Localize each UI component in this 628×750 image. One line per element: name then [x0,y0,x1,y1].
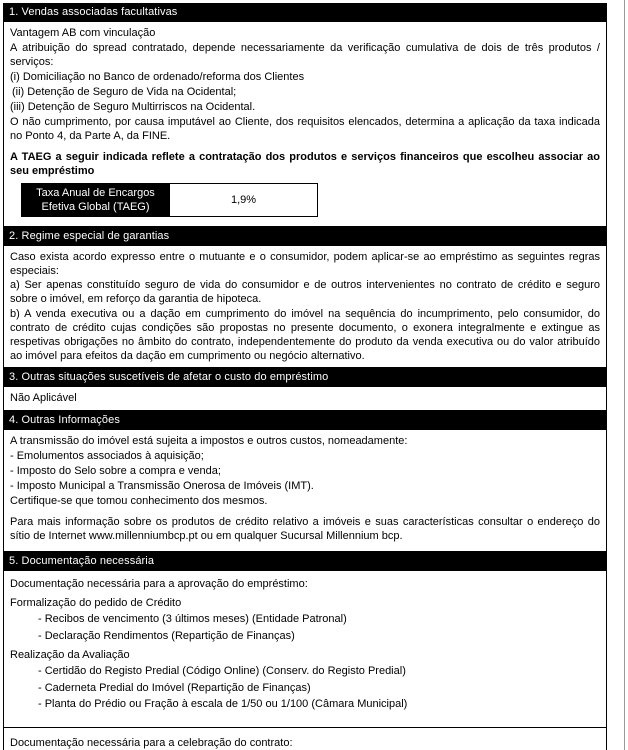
section-3-header [3,368,607,387]
paragraph-advantage: Vantagem AB com vinculação [10,27,156,39]
list-item-cost-3: - Imposto Municipal a Transmissão Onerosa de Imóveis (IMT). [10,480,314,492]
list-item-cost-2: - Imposto do Selo sobre a compra e venda; [10,465,221,477]
list-item-cost-1: - Emolumentos associados à aquisição; [10,450,204,462]
section-5-approval-body [3,571,607,728]
list-item-iii: (iii) Detenção de Seguro Multirriscos na Ocidental. [10,101,256,113]
section-2-body [3,246,607,368]
list-item-ii: (ii) Detenção de Seguro de Vida na Ocidental; [12,86,237,98]
paragraph-certify-notice: Certifique-se que tomou conhecimento dos mesmos. [10,495,268,507]
section-1-header [3,3,607,22]
paragraph-rule-b: b) A venda executiva ou a dação em cumprimento do imóvel na sequência do incumprimento, pelo consumidor, do contrato de crédito cujas condições são propostas no presente documento, o exonera integralmente e extingue as respetivas obrigações no âmbito do contrato, independentemente do produto da venda executiva ou do valor atribuído ao imóvel para efeitos da dação em cumprimento ou negócio alternativo. [10,307,600,362]
page-edge-line [624,0,625,750]
taeg-table-row [22,184,318,217]
section-4-title: 4. Outras Informações [9,414,120,426]
paragraph-approval-intro: Documentação necessária para a aprovação do empréstimo: [10,577,308,590]
section-5-header [3,552,607,571]
group-title-valuation: Realização da Avaliação [10,648,130,661]
section-3-title: 3. Outras situações suscetíveis de afetar o custo do empréstimo [9,371,329,383]
doc-item-building-plan: - Planta do Prédio ou Fração à escala de 1/50 ou 1/100 (Câmara Municipal) [38,698,408,710]
paragraph-taeg-notice: A TAEG a seguir indicada reflete a contratação dos produtos e serviços financeiros que escolheu associar ao seu empréstimo [10,151,600,177]
section-2-title: 2. Regime especial de garantias [9,230,170,242]
taeg-value-cell: 1,9% [170,184,318,217]
paragraph-spread-condition: A atribuição do spread contratado, depende necessariamente da verificação cumulativa de dois de três produtos / serviços: [10,42,600,68]
taeg-label-cell: Taxa Anual de Encargos Efetiva Global (TAEG) [22,184,170,217]
doc-item-property-tax-booklet: - Caderneta Predial do Imóvel (Repartição de Finanças) [38,681,311,694]
section-5-contract-body [3,728,607,750]
doc-item-land-registry-certificate: - Certidão do Registo Predial (Código Online) (Conserv. do Registo Predial) [38,665,406,677]
section-4-header [3,411,607,430]
list-item-i: (i) Domiciliação no Banco de ordenado/reforma dos Clientes [10,71,305,83]
group-title-credit-request: Formalização do pedido de Crédito [10,596,182,609]
paragraph-taxes-intro: A transmissão do imóvel está sujeita a impostos e outros custos, nomeadamente: [10,435,408,447]
taeg-table [21,183,318,217]
section-2-header [3,227,607,246]
paragraph-not-applicable: Não Aplicável [10,392,77,404]
doc-item-pay-slips: - Recibos de vencimento (3 últimos meses) (Entidade Patronal) [38,613,347,625]
paragraph-more-info: Para mais informação sobre os produtos de crédito relativo a imóveis e suas características consultar o endereço do sítio de Internet www.millenniumbcp.pt ou em qualquer Sucursal Millennium bcp. [10,516,600,542]
paragraph-rule-a: a) Ser apenas constituído seguro de vida do consumidor e de outros intervenientes no contrato de crédito e seguro sobre o imóvel, em reforço da garantia de hipoteca. [10,279,600,305]
section-5-title: 5. Documentação necessária [9,555,155,567]
paragraph-contract-intro: Documentação necessária para a celebração do contrato: [10,736,293,749]
paragraph-guarantees-intro: Caso exista acordo expresso entre o mutuante e o consumidor, podem aplicar-se ao empréstimo as seguintes regras especiais: [10,250,600,277]
section-4-body [3,430,607,552]
section-1-body [3,22,607,227]
paragraph-noncompliance: O não cumprimento, por causa imputável ao Cliente, dos requisitos elencados, determina a aplicação da taxa indicada no Ponto 4, da Parte A, da FINE. [10,116,600,142]
doc-item-income-declaration: - Declaração Rendimentos (Repartição de Finanças) [38,629,295,642]
section-3-body [3,387,607,411]
section-1-title: 1. Vendas associadas facultativas [9,6,178,18]
fine-document [3,3,607,750]
